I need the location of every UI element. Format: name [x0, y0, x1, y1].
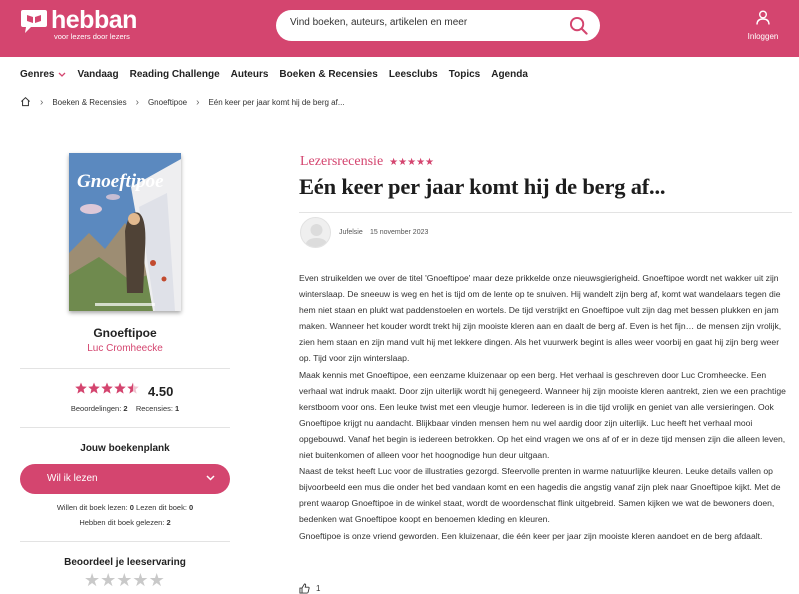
divider	[299, 212, 792, 213]
logo-name: hebban	[51, 6, 137, 34]
breadcrumb-current: Eén keer per jaar komt hij de berg af...	[208, 98, 345, 107]
review-paragraph: Gnoeftipoe is onze vriend geworden. Een kluizenaar, die één keer per jaar zijn mooiste kleren aandoet en de berg afdaalt.	[299, 530, 763, 541]
nav-boeken-recensies[interactable]: Boeken & Recensies	[279, 69, 378, 80]
book-author-link[interactable]: Luc Cromheecke	[87, 343, 163, 354]
breadcrumb-item[interactable]: Gnoeftipoe	[147, 98, 188, 107]
review-kicker: Lezersrecensie ★★★★★	[300, 154, 434, 169]
book-cover-illustration	[69, 153, 181, 311]
search-input[interactable]	[290, 17, 560, 28]
want-to-read-button[interactable]: Wil ik lezen	[20, 464, 230, 494]
login-label: Inloggen	[747, 32, 779, 41]
breadcrumb	[20, 96, 345, 109]
book-cover[interactable]	[69, 153, 181, 311]
review-paragraph: Naast de tekst heeft Luc voor de illustraties gezorgd. Sfeervolle prenten in warme natuurlijke kleuren. Leuke details vallen op bijvoorbeeld een mus die onder het bed vandaan komt en een hagedis die angstig vanaf zijn plek naar Gnoeftipoe kijkt. Met de prent waarop Gnoeftipoe in de winkel staat, wordt de woordenschat flink uitgebreid. Samen kijken we wat de bewoners doen, bedenken wat Gnoeftipoe koopt en benoemen kleding en kleuren.	[299, 466, 781, 525]
nav-vandaag[interactable]: Vandaag	[77, 69, 119, 80]
book-title: Gnoeftipoe	[93, 326, 157, 340]
star-filled-icon	[88, 383, 100, 394]
rate-heading: Beoordeel je leeservaring	[64, 557, 186, 568]
login-button[interactable]	[742, 10, 784, 41]
rate-star-5-icon[interactable]: ★	[148, 570, 165, 590]
review-date: 15 november 2023	[370, 229, 429, 236]
rate-star-1-icon[interactable]: ★	[84, 570, 101, 590]
rate-star-2-icon[interactable]: ★	[100, 570, 117, 590]
star-filled-icon	[114, 383, 126, 394]
thumbs-up-icon	[299, 583, 310, 594]
nav-reading-challenge[interactable]: Reading Challenge	[129, 69, 220, 80]
rating-counts: Beoordelingen: 2 Recensies: 1	[70, 404, 180, 413]
cover-title: Gnoeftipoe	[77, 171, 164, 192]
bookshelf-stats-line-2: Hebben dit boek gelezen: 2	[79, 518, 171, 527]
rate-star-4-icon[interactable]: ★	[132, 570, 149, 590]
rating-value: 4.50	[148, 383, 174, 399]
review-paragraph: Maak kennis met Gnoeftipoe, een eenzame kluizenaar op een berg. Het verhaal is geschreven door Luc Cromheecke. Een verhaal wat indruk maakt. Door zijn uiterlijk wordt hij genegeerd. Wanneer hij zijn mooiste kleren aantrekt, zien we een prachtige kerstboom voor ons. Een leuke twist met een vleugje humor. Iedereen is in die tijd vrolijk en geniet van alle versieringen. Ook Gnoeftipoe krijgt nu aandacht. Blijkbaar vinden mensen hem nu wel aardig door zijn uiterlijk. Luc heeft het verhaal mooi opgebouwd. Vanaf het begin is iedereen betrokken. Op het eind vragen we ons af of er in deze tijd mensen zijn die alleen leven, niet buitenkomen of alleen voor het hoognodige hun deur uitgaan.	[299, 369, 786, 461]
rate-stars-input[interactable]	[84, 570, 165, 591]
divider	[20, 427, 230, 428]
review-title: Eén keer per jaar komt hij de berg af...	[299, 174, 666, 199]
chevron-down-icon	[58, 72, 66, 77]
search-bar	[276, 10, 600, 41]
chevron-down-icon	[206, 475, 215, 481]
breadcrumb-home[interactable]	[20, 96, 31, 109]
rate-star-3-icon[interactable]: ★	[116, 570, 133, 590]
breadcrumb-separator: ›	[135, 97, 139, 108]
nav-leesclubs[interactable]: Leesclubs	[388, 69, 438, 80]
search-button[interactable]	[569, 16, 588, 35]
star-half-icon	[127, 383, 139, 394]
user-icon	[756, 10, 770, 25]
like-button[interactable]	[299, 583, 320, 594]
review-body	[299, 270, 792, 544]
main-nav	[20, 69, 539, 80]
breadcrumb-separator: ›	[196, 97, 200, 108]
star-filled-icon	[75, 383, 87, 394]
bookshelf-heading: Jouw boekenplank	[80, 443, 170, 454]
top-bar	[0, 0, 799, 57]
nav-topics[interactable]: Topics	[448, 69, 481, 80]
divider	[20, 541, 230, 542]
star-filled-icon	[101, 383, 113, 394]
nav-agenda[interactable]: Agenda	[491, 69, 528, 80]
bookshelf-stats-line-1: Willen dit boek lezen: 0 Lezen dit boek: 0	[56, 503, 194, 512]
review-author[interactable]: Jufelsie	[339, 229, 363, 236]
hebban-logo[interactable]	[20, 8, 137, 42]
avatar-placeholder-icon	[301, 218, 331, 248]
logo-tagline: voor lezers door lezers	[54, 32, 130, 41]
avatar[interactable]	[300, 217, 331, 248]
home-icon	[20, 96, 31, 107]
divider	[20, 368, 230, 369]
book-rating	[75, 382, 173, 400]
breadcrumb-separator: ›	[40, 97, 44, 108]
rating-stars	[75, 382, 139, 400]
review-stars: ★★★★★	[389, 156, 434, 168]
nav-auteurs[interactable]: Auteurs	[230, 69, 269, 80]
like-count: 1	[316, 584, 321, 593]
review-paragraph: Even struikelden we over de titel 'Gnoeftipoe' maar deze prikkelde onze nieuwsgierigheid. Gnoeftipoe wordt net wakker uit zijn winterslaap. De sneeuw is weg en het is tijd om de lente op te snuiven. Hij wandelt zijn berg af, komt wat wandelaars tegen die hem niet staan en plukt wat paddenstoelen en wortels. De tijd verstrijkt en Gnoeftipoe vult zijn dag met bessen plukken en jam maken. Wanneer het kouder wordt trekt hij zijn mooiste kleren aan en daalt de berg af. Even is het fijn… de mensen zijn vrolijk, zien hem staan en zijn mand vult hij met lekkere dingen. Als het vuurwerk begint is alles weer voorbij en gaat hij zijn berg weer op. Tijd voor zijn winterslaap.	[299, 273, 782, 364]
logo-speech-bubble-icon	[20, 8, 48, 34]
nav-genres[interactable]: Genres	[20, 69, 66, 80]
search-icon	[569, 16, 588, 35]
breadcrumb-item[interactable]: Boeken & Recensies	[52, 98, 127, 107]
